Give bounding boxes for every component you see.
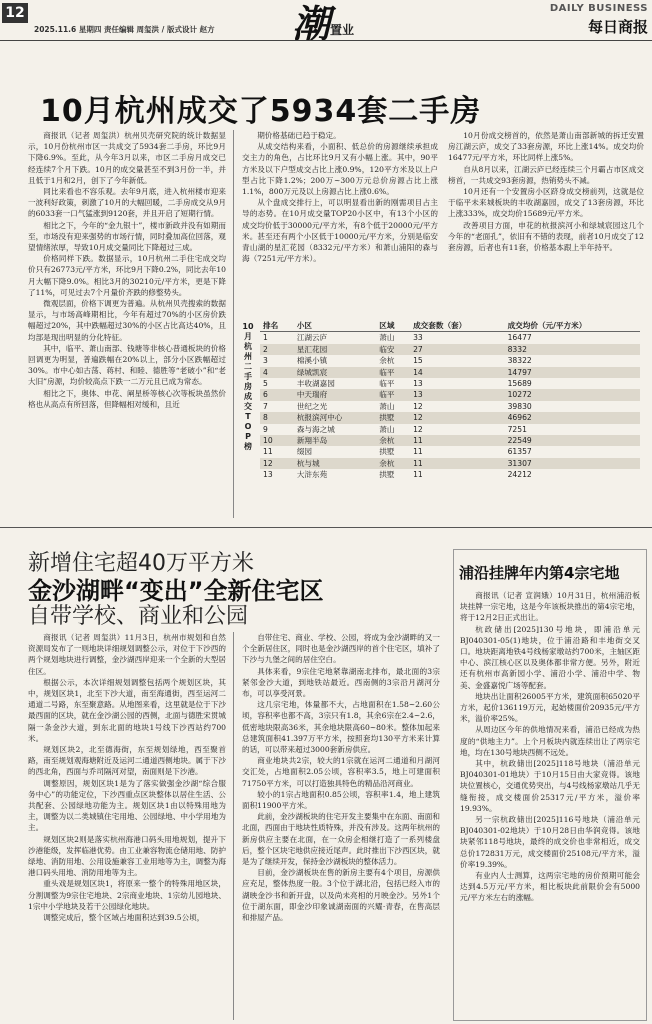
section-name: 置业 [330,23,355,37]
table-cell: 61357 [507,447,532,457]
table-cell: 余杭 [376,458,410,469]
table-cell: 33 [413,333,423,343]
paragraph: 这几宗宅地，体量都不大，占地面积在1.58~2.60公顷，容积率也都不高，3宗只有1.8，其余6宗在2.4~2.6，低密地块限高36米，其余地块限高60~80米。整体加起来总建筑面积41.397万平方米，按照套均130平方米来计算的话，可以带来超过3000套新房供应。 [242,700,440,755]
table-cell: 11 [413,447,423,457]
main-article-column-1 [28,130,226,518]
main-headline: 10月杭州成交了5934套二手房 [40,94,482,129]
table-cell: 15689 [507,379,532,389]
table-cell: 临平 [376,367,410,378]
table-cell: 拱墅 [379,447,395,457]
paragraph: 改善项目方面，申花的杭报滨河小和绿城宸园这几个今年的“老面孔”，依旧有不错的表现，前者10月成交了12套房源，后者也有11套，价格基本跟上半年持平。 [448,220,644,253]
table-title: 10月杭州二手房成交TOP榜 [242,322,254,451]
table-cell: 9 [263,424,268,434]
table-row [260,401,640,412]
section-big-char: 潮 [292,1,329,46]
table-cell: 绿城凯宸 [294,367,376,378]
lower-subheadline: 自带学校、商业和公园 [28,604,249,629]
table-cell: 11 [413,470,423,480]
issue-info: 2025.11.6 星期四 责任编辑 周玺洪 / 版式设计 赵方 [34,25,215,34]
section-rule [0,527,652,528]
header-rule [0,40,652,41]
table-cell: 萧山 [379,401,395,411]
paragraph: 相比之下，奥体、申花、阐星桥等核心次等板块虽然价格也从高点有所回落，但降幅相对缓和，且近 [28,388,226,409]
table-cell: 15 [413,356,423,366]
table-cell: 7 [263,401,268,411]
table-cell: 1 [263,333,268,343]
table-cell: 13 [263,470,273,480]
table-header-cell: 成交均价（元/平方米） [507,321,587,330]
paragraph: 从个盘成交排行上，可以明显看出新的刚需项目占主导的态势。在10月成交量TOP20小区中，有13个小区的成交均价低于30000元/平方米，有8个低于20000元/平方米。甚至还有两个小区低于10000元/平方米，分别是临安青山湖的星汇花园（8332元/平方米）和萧山浦阳的森与海（7251元/平方米）。 [242,198,438,264]
page-number: 12 [2,3,28,23]
table-row [260,389,640,400]
table-cell: 13 [413,379,423,389]
table-cell: 10 [260,435,294,446]
side-headline: 浦沿挂牌年内第4宗宅地 [459,564,620,582]
column-divider [233,130,234,518]
paragraph: 自带住宅、商业、学校、公园，将成为金沙湖畔的又一个全新居住区，同时也是金沙湖西岸的首个住宅区，填补了下沙与九堡之间的居住空白。 [242,633,440,665]
table-cell: 11 [263,447,273,457]
table-cell: 24212 [507,470,532,480]
paragraph: 地块出让面积26005平方米，建筑面积65020平方米，起价136119万元，起始楼面价20935元/平方米，溢价率25%。 [460,691,640,724]
table-cell: 杭与城 [294,458,376,469]
table-cell: 46962 [505,412,640,423]
lower-kicker: 新增住宅超40万平方米 [28,551,254,576]
table-cell: 16477 [507,333,532,343]
paragraph: 具体来看，9宗住宅地紧靠湖南北排布，最北面的3宗紧邻金沙大道，到地铁站最近。西南侧的3宗沿月湖河分布，可以享受河景。 [242,666,440,699]
table-cell: 13 [410,389,505,400]
paragraph: 调整原因，规划区块1是为了落实做强金沙湖“综合服务中心”的功能定位，下沙西重点区块整体以居住生活、公共配套、公园绿地功能为主。规划区块1由以特殊用地为主，调整为以二类城镇住宅用地、公园绿地、中小学用地为主。 [28,778,226,833]
table-cell: 31307 [505,458,640,469]
table-cell: 江湖云庐 [296,333,328,343]
paragraph: 规划区块2，北至德海街，东至规划绿地，西至聚首路，南至规划观海塘附近及运河二通道西侧地块。属于下沙的西北角，西面与乔司隔河对望，南面则是下沙港。 [28,745,226,777]
table-cell: 11 [410,458,505,469]
table-cell: 12 [410,412,505,423]
lower-article-column-2 [242,632,440,1020]
table-cell: 星汇花园 [294,344,376,355]
table-row [260,458,640,469]
side-article-body [460,590,640,1015]
paragraph: 其中，杭政储出[2025]118号地块（浦沿单元BJ040301-01地块）于10月15日由大家竞得。该地块位置核心，交通优势突出，与4号线杨家墩站几乎无缝衔接，成交楼面价25317元/平方米，溢价率19.93%。 [460,759,640,813]
paragraph: 相比之下，今年的“金九银十”，楼市新政并没有如期而至，市场没有迎来强势的市场行情，同时叠加高位回落，观望情绪浓厚，导致10月成交量同比下降超过三成。 [28,220,226,253]
paragraph: 自从8月以来，江湖云庐已经连续三个月霸占市区成交榜首，一共成交93套房源，热销势头不减。 [448,164,644,185]
paragraph: 有业内人士测算，这两宗宅地的房价预期可能会达到4.5万元/平方米，相比板块此前限价会有5000元/平方米左右的涨幅。 [460,871,640,903]
table-header-cell: 排名 [263,321,279,330]
paragraph: 商报讯（记者 周玺洪）11月3日，杭州市规划和自然资源局发布了一则地块详细规划调整公示，对位于下沙西的两个规划地块进行调整，金沙湖西岸迎来一个全新的大型居住区。 [28,633,226,676]
table-cell: 临平 [376,389,410,400]
brand-english: DAILY BUSINESS [549,3,648,14]
table-cell: 14 [410,367,505,378]
paragraph: 杭政储出[2025]130号地块，即浦沿单元BJ040301-05(1)地块，位于浦沿路和丰地街交叉口。地块距离地铁4号线杨家墩站约700米，主轴区距中心、滨江核心区以及奥体都非常方便。另外，附近还有杭州市高新园小学、浦沿小学、浦沿中学、物美、金盛嘉悦广场等配套。 [460,624,640,690]
column-divider [233,632,234,1020]
table-header-cell: 小区 [296,321,313,330]
table-header-cell: 成交套数（套） [413,321,467,330]
table-cell: 12 [413,401,423,411]
table-header-row [260,320,640,332]
paragraph: 重头戏是规划区块1，将原来一整个的特殊用地区块，分割调整为9宗住宅地块、2宗商业地块、1宗幼儿园地块、1宗中小学地块及若干公园绿化地块。 [28,879,226,911]
table-row [260,469,640,480]
table-cell: 拱墅 [376,412,410,423]
table-cell: 8332 [505,344,640,355]
paragraph: 商报讯（记者 宣润娥）10月31日，杭州浦沿板块挂牌一宗宅地，这是今年该板块推出的第4宗宅地，将于12月2日正式出让。 [460,591,640,623]
table-cell: 临平 [379,379,395,389]
table-cell: 22549 [505,435,640,446]
table-cell: 27 [410,344,505,355]
main-article-column-3 [448,130,644,318]
table-cell: 11 [410,435,505,446]
table-row [260,424,640,435]
paragraph: 10月还有一个安置房小区跻身成交榜前列，这就是位于临平未来城板块的丰收湖嘉园，成交了13套房源，环比上涨333%，成交均价15689元/平方米。 [448,187,644,219]
table-cell: 2 [260,344,294,355]
paragraph: 从成交结构来看，小面积、低总价的房源继续承担成交主力的角色，占比环比9月又有小幅上涨。其中，90平方米及以下户型成交占比上涨0.9%，120平方米及以上户型占比下降1.2%；200万~300万元总价房源占比上涨1.1%，800万元及以上房源占比上涨0.6%。 [242,142,438,197]
lower-article-column-1 [28,632,226,1020]
table-cell: 世纪之光 [296,401,328,411]
table-cell: 新翔半岛 [294,435,376,446]
table-cell: 6 [260,389,294,400]
table-cell: 棉溪小镇 [296,356,328,366]
table-row [260,344,640,355]
table-cell: 4 [260,367,294,378]
paragraph: 调整完成后，整个区域占地面积达到39.5公顷， [43,913,205,923]
table-cell: 大浒东苑 [296,470,328,480]
section-masthead [292,0,354,44]
paragraph: 另一宗杭政储出[2025]116号地块（浦沿单元BJ040301-02地块）于10月28日由华润竞得。该地块紧邻118号地块，最终的成交价也非常相近，成交总价172831万元，成交楼面价25108元/平方米，溢价率19.39%。 [460,815,640,869]
table-cell: 7251 [507,424,527,434]
table-cell: 缀园 [296,447,313,457]
brand-chinese: 每日商报 [587,18,648,36]
table-cell: 森与海之城 [296,424,335,434]
table-cell: 10272 [505,389,640,400]
table-cell: 丰收湖嘉园 [296,379,335,389]
table-cell: 萧山 [379,424,395,434]
paragraph: 规划区块2则是落实杭州海港口码头用地规划，提升下沙港能级，发挥临港优势。由工业兼容物流仓储用地、防护绿地、消防用地、公用设施兼容工业用地等为主，调整为海港口码头用地、消防用地等为主。 [28,834,226,878]
table-row [260,367,640,378]
table-cell: 杭报滨河中心 [294,412,376,423]
table-cell: 8 [260,412,294,423]
paragraph: 价格同样下跌。数据显示，10月杭州二手住宅成交均价只有26773元/平方米，环比9月下降0.2%，同比去年10月大幅下降9.0%。相比3月的30210元/平方米，更是下降了11%，可见过去7个月量价齐跌的修整势头。 [28,254,226,297]
table-cell: 12 [260,458,294,469]
paragraph: 期价格基础已趋于稳定。 [257,131,341,140]
lower-headline: 金沙湖畔“变出”全新住宅区 [28,577,324,605]
table-cell: 中天瑞府 [294,389,376,400]
table-cell: 余杭 [379,356,395,366]
table-header-cell: 区域 [379,321,395,330]
paragraph: 目前，金沙湖板块在售的新房主要有4个项目，房源供应充足，整体热度一般。3个位于湖北沿，包括已经入市的湖映金沙书和新开盘，以及尚未亮相的月映金沙。另外1个位于湖东面，即金沙印象诚湖南面的兴耀·青春，在售高层和排屋产品。 [242,868,440,923]
table-row [260,378,640,389]
table-cell: 5 [263,379,268,389]
paragraph: 此前，金沙湖板块的住宅开发主要集中在东面、南面和北面，西面由于地块性质特殊，并没有涉及。这两年杭州的新房供应主要在北面，在一众房企相继打造了一系列楼盘后，整个区块宅地供应接近尾声。此时推出下沙西区块，就是为了继续开发，保持金沙湖板块的整体活力。 [242,812,440,867]
table-row [260,412,640,423]
table-cell: 3 [263,356,268,366]
paragraph: 根据公示，本次详细规划调整包括两个规划区块，其中，规划区块1，北至下沙大道，南至海通街，西至运河二通道二号路，东至聚意路。从地图来看，这里就是位于下沙最西面的区块，就在金沙湖公园的西侧，北面与德胜宋贯城隔一条金沙大道，到东北面的地块1号线下沙西站约700米。 [28,677,226,743]
paragraph: 微观层面，价格下调更为普遍。从杭州贝壳搜索的数据显示，与市场高峰期相比，今年有超过70%的小区房价跌幅超过20%，其中跌幅超过30%的小区占比高达40%，且均部是现出明显的分化特征。 [28,299,226,342]
paragraph: 其中，临平、萧山南部、钱塘等非核心普通板块的价格回调更为明显，普遍跌幅在20%以上，部分小区跌幅超过30%。市中心如古荡、蒋村、和睦、德胜等“老破小”和“老大旧”房源，均价较高点下跌一二万元且已成为常态。 [28,343,226,387]
table-cell: 39830 [507,401,532,411]
main-article-column-2 [242,130,438,318]
paragraph: 同比来看也不容乐观。去年9月底，进入杭州楼市迎来一波利好政策，刺激了10月的大幅回暖，二手房成交从9月的6033套一口气猛涨到9120套，并且开启了短期行情。 [28,187,226,219]
table-cell: 38322 [507,356,532,366]
paragraph: 商报讯（记者 周玺洪）杭州贝壳研究院的统计数据显示，10月份杭州市区一共成交了5934套二手房，环比9月下降6.9%。至此，从今年3月以来，市区二手房月成交已经连续7个月下跌。10月的成交量甚至不到3月份一半，并且低于1月和2月，创下了今年新低。 [28,131,226,185]
table-cell: 余杭 [376,435,410,446]
paragraph: 10月份成交榜首的，依然是萧山南部新城的拆迁安置房江湖云庐，成交了33套房源，环比上涨14%。成交均价16477元/平方米，环比同样上涨5%。 [448,131,644,163]
table-row [260,435,640,446]
paragraph: 从周边区今年的供地情况来看，浦沿已经成为热度的“供地主力”。上个月板块内就连续出让了两宗宅地，均在130号地块西侧不远处。 [460,725,640,757]
table-cell: 萧山 [379,333,395,343]
table-row [260,446,640,457]
table-cell: 拱墅 [379,470,395,480]
table-row [260,355,640,366]
table-cell: 临安 [376,344,410,355]
table-row [260,332,640,344]
paragraph: 商业地块共2宗，较大的1宗就在运河二通道和月湖河交汇处，占地面积2.05公顷，容积率3.5，地上可建面积71750平方米，可以打造独具特色的精品沿河商业。 [242,756,440,788]
top-sales-table [260,320,640,481]
table-cell: 14797 [505,367,640,378]
paragraph: 较小的1宗占地面积0.85公顷，容积率1.4，地上建筑面积11900平方米。 [242,789,440,811]
table-cell: 12 [413,424,423,434]
